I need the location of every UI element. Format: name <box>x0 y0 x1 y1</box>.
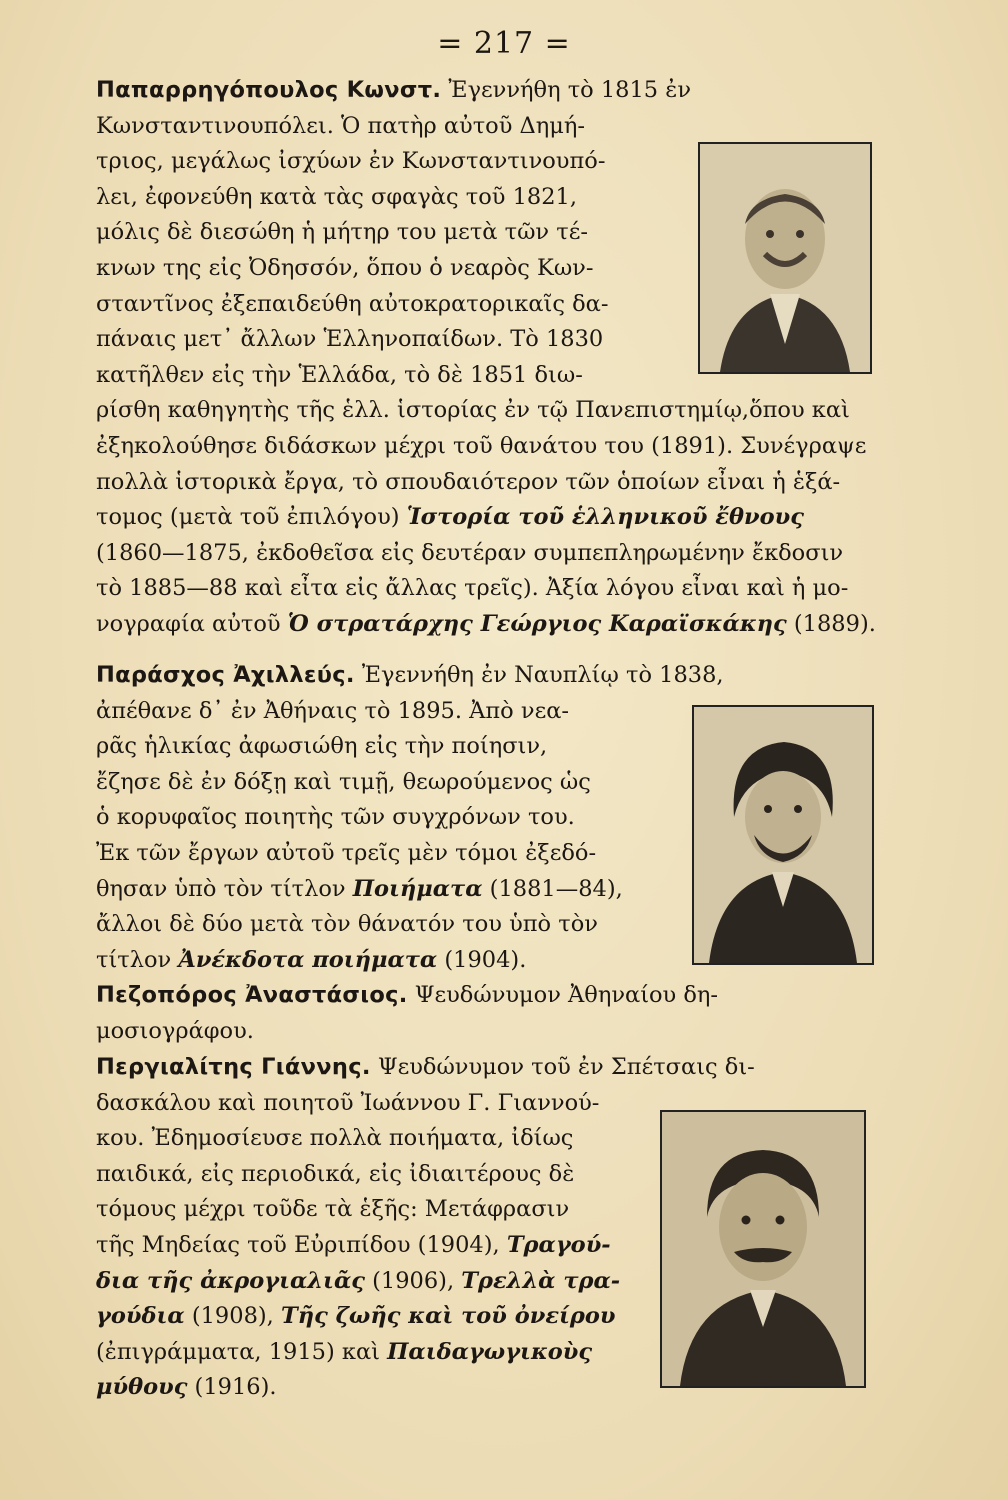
entry-name: Περγιαλίτης Γιάννης. <box>96 1054 371 1080</box>
entry-line: τῆς Μηδείας τοῦ Εὐριπίδου (1904), Τραγού- <box>96 1231 611 1258</box>
book-title: Ἀνέκδοτα ποιήματα <box>178 946 438 973</box>
entry-line: Παράσχος Ἀχιλλεύς. Ἐγεννήθη ἐν Ναυπλίῳ τὸ 1838, <box>96 662 724 688</box>
entry-line: ρίσθη καθηγητὴς τῆς ἑλλ. ἱστορίας ἐν τῷ Πανεπιστημίῳ,ὅπου καὶ <box>96 397 850 424</box>
entry-line: (1860—1875, ἐκδοθεῖσα εἰς δευτέραν συμπεπληρωμένην ἔκδοσιν <box>96 539 844 566</box>
entry-line: νογραφία αὐτοῦ Ὁ στρατάρχης Γεώργιος Καραϊσκάκης (1889). <box>96 610 876 637</box>
page-number: = 217 = <box>437 26 571 61</box>
entry-line: (ἐπιγράμματα, 1915) καὶ Παιδαγωγικοὺς <box>96 1338 593 1365</box>
entry-line: ἀπέθανε δ᾽ ἐν Ἀθήναις τὸ 1895. Ἀπὸ νεα- <box>96 697 570 724</box>
entry-line: μοσιογράφου. <box>96 1017 254 1044</box>
book-title: γούδια <box>96 1303 185 1330</box>
entry-line: λει, ἐφονεύθη κατὰ τὰς σφαγὰς τοῦ 1821, <box>96 183 577 210</box>
portrait-paparrigopoulos <box>698 142 872 374</box>
entry-line: τίτλον Ἀνέκδοτα ποιήματα (1904). <box>96 946 527 973</box>
entry-name: Πεζοπόρος Ἀναστάσιος. <box>96 982 408 1008</box>
book-title: μύθους <box>96 1374 188 1401</box>
entry-line: πολλὰ ἱστορικὰ ἔργα, τὸ σπουδαιότερον τῶν ὁποίων εἶναι ἡ ἑξά- <box>96 468 841 495</box>
book-title: Τῆς ζωῆς καὶ τοῦ ὀνείρου <box>280 1303 616 1330</box>
entry-line: δασκάλου καὶ ποιητοῦ Ἰωάννου Γ. Γιαννού- <box>96 1089 600 1116</box>
entry-line: κου. Ἐδημοσίευσε πολλὰ ποιήματα, ἰδίως <box>96 1125 574 1152</box>
entry-line: Κωνσταντινουπόλει. Ὁ πατὴρ αὐτοῦ Δημή- <box>96 112 585 139</box>
entry-line: τὸ 1885—88 καὶ εἶτα εἰς ἄλλας τρεῖς). Ἀξία λόγου εἶναι καὶ ἡ μο- <box>96 575 849 602</box>
entry-line: ρᾶς ἡλικίας ἀφωσιώθη εἰς τὴν ποίησιν, <box>96 733 548 760</box>
entry-line: κνων της εἰς Ὀδησσόν, ὅπου ὁ νεαρὸς Κων- <box>96 254 594 281</box>
entry-line: μόλις δὲ διεσώθη ἡ μήτηρ του μετὰ τῶν τέ- <box>96 219 588 246</box>
book-title: Ὁ στρατάρχης Γεώργιος Καραϊσκάκης <box>287 610 787 637</box>
entry-line: Περγιαλίτης Γιάννης. Ψευδώνυμον τοῦ ἐν Σπέτσαις δι- <box>96 1054 755 1080</box>
entry-line: Ἐκ τῶν ἔργων αὐτοῦ τρεῖς μὲν τόμοι ἐξεδό- <box>96 839 597 866</box>
entry-line: κατῆλθεν εἰς τὴν Ἑλλάδα, τὸ δὲ 1851 διω- <box>96 361 583 388</box>
book-title: Τρελλὰ τρα- <box>461 1267 621 1294</box>
entry-line: ὁ κορυφαῖος ποιητὴς τῶν συγχρόνων του. <box>96 804 575 831</box>
entry-name: Παπαρρηγόπουλος Κωνστ. <box>96 77 442 103</box>
book-title: Παιδαγωγικοὺς <box>387 1338 593 1365</box>
entry-line: παιδικά, εἰς περιοδικά, εἰς ἰδιαιτέρους δὲ <box>96 1160 575 1187</box>
entry-line: Πεζοπόρος Ἀναστάσιος. Ψευδώνυμον Ἀθηναίου δη- <box>96 982 719 1008</box>
entry-line: τομος (μετὰ τοῦ ἐπιλόγου) Ἱστορία τοῦ ἑλληνικοῦ ἔθνους <box>96 504 804 531</box>
portrait-paraschos <box>692 705 874 965</box>
entry-line: θησαν ὑπὸ τὸν τίτλον Ποιήματα (1881—84), <box>96 875 623 902</box>
entry-line: τόμους μέχρι τοῦδε τὰ ἑξῆς: Μετάφρασιν <box>96 1196 570 1223</box>
entry-line: γούδια (1908), Τῆς ζωῆς καὶ τοῦ ὀνείρου <box>96 1303 616 1330</box>
book-title: δια τῆς ἀκρογιαλιᾶς <box>96 1267 365 1294</box>
entry-line: πάναις μετ᾽ ἄλλων Ἑλληνοπαίδων. Τὸ 1830 <box>96 326 604 353</box>
book-title: Τραγού- <box>506 1231 611 1258</box>
entry-line: δια τῆς ἀκρογιαλιᾶς (1906), Τρελλὰ τρα- <box>96 1267 621 1294</box>
entry-line: ἔζησε δὲ ἐν δόξῃ καὶ τιμῇ, θεωρούμενος ὡς <box>96 768 591 795</box>
book-title: Ἱστορία τοῦ ἑλληνικοῦ ἔθνους <box>406 504 804 531</box>
entry-line: μύθους (1916). <box>96 1374 277 1401</box>
book-title: Ποιήματα <box>352 875 483 902</box>
entry-line: ἐξηκολούθησε διδάσκων μέχρι τοῦ θανάτου του (1891). Συνέγραψε <box>96 432 867 459</box>
entry-line: ἄλλοι δὲ δύο μετὰ τὸν θάνατόν του ὑπὸ τὸν <box>96 911 598 938</box>
entry-line: σταντῖνος ἐξεπαιδεύθη αὐτοκρατορικαῖς δα- <box>96 290 609 317</box>
entry-line: Παπαρρηγόπουλος Κωνστ. Ἐγεννήθη τὸ 1815 ἐν <box>96 77 692 103</box>
portrait-pergialitis <box>660 1110 866 1388</box>
entry-name: Παράσχος Ἀχιλλεύς. <box>96 662 355 688</box>
entry-line: τριος, μεγάλως ἰσχύων ἐν Κωνσταντινουπό- <box>96 148 606 175</box>
entry-pezoporos <box>96 978 908 1049</box>
